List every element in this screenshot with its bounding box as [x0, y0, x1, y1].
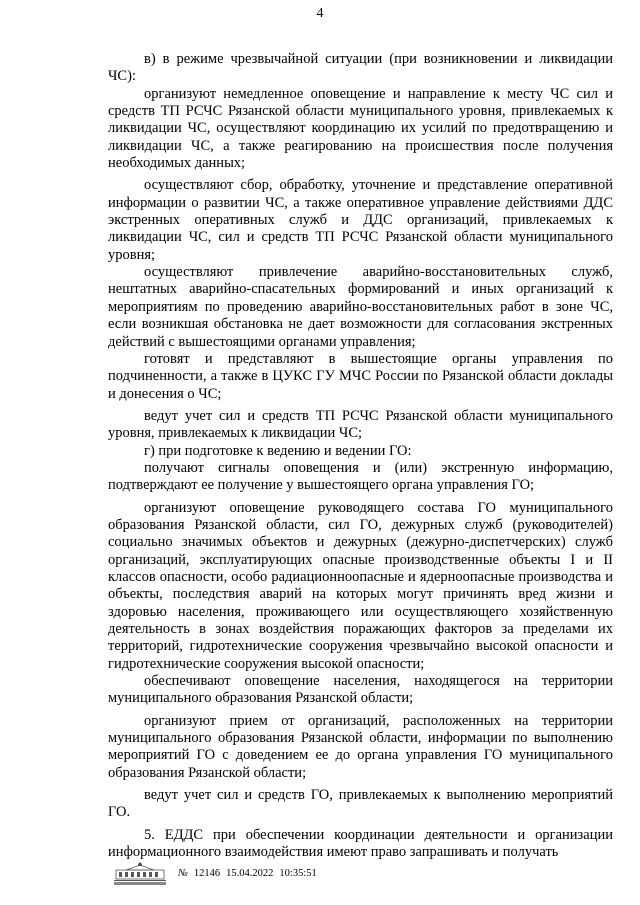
registration-info	[178, 868, 317, 880]
paragraph: организуют оповещение руководящего состава ГО муниципального образования Рязанской области, сил ГО, дежурных служб (руководителей) социально значимых объектов и дежурных (дежурно-диспетчерских) служб организаций, эксплуатирующих опасные производственные объекты I и II классов опасности, особо радиационноопасные и ядерноопасные производства и объекты, последствия аварий на которых могут причинять вред жизни и здоровью населения, проживающего или осуществляющего хозяйственную деятельность в зонах воздействия поражающих факторов за пределами их территорий, гидротехнические сооружения чрезвычайно высокой опасности и гидротехнические сооружения высокой опасности;	[108, 499, 613, 672]
registration-date: 15.04.2022	[226, 868, 274, 879]
paragraph: г) при подготовке к ведению и ведении ГО:	[144, 442, 412, 459]
paragraph: обеспечивают оповещение населения, находящегося на территории муниципального образования Рязанской области;	[108, 673, 613, 707]
paragraph: ведут учет сил и средств ТП РСЧС Рязанской области муниципального уровня, привлекаемых к ликвидации ЧС;	[108, 407, 613, 442]
paragraph: организуют прием от организаций, расположенных на территории муниципального образования Рязанской области, информации по выполнению мероприятий ГО с доведением ее до органа управления ГО муниципального образования Рязанской области;	[108, 712, 613, 781]
document-body	[108, 51, 613, 861]
registration-time: 10:35:51	[279, 868, 317, 879]
paragraph: осуществляют сбор, обработку, уточнение и представление оперативной информации о развитии ЧС, а также оперативное управление действиями ДДС экстренных оперативных служб и ДДС организаций, привлекаемых к ликвидации ЧС, сил и средств ТП РСЧС Рязанской области муниципального уровня;	[108, 177, 613, 263]
paragraph: получают сигналы оповещения и (или) экстренную информацию, подтверждают ее получение у вышестоящего органа управления ГО;	[108, 459, 613, 494]
paragraph: осуществляют привлечение аварийно-восстановительных служб, нештатных аварийно-спасательных формирований и иных организаций к мероприятиям по проведению аварийно-восстановительных работ в зоне ЧС, если возникшая обстановка не дает возможности для согласования экстренных действий с вышестоящими органами управления;	[108, 264, 613, 350]
paragraph: ведут учет сил и средств ГО, привлекаемых к выполнению мероприятий ГО.	[108, 787, 613, 821]
government-building-stamp-icon	[108, 861, 172, 887]
registration-footer	[108, 861, 317, 887]
paragraph: организуют немедленное оповещение и направление к месту ЧС сил и средств ТП РСЧС Рязанской области муниципального уровня, привлекаемых к ликвидации ЧС, осуществляют координацию их усилий по предотвращению и ликвидации ЧС, а также реагированию на происшествия после получения необходимых данных;	[108, 85, 613, 172]
paragraph: в) в режиме чрезвычайной ситуации (при возникновении и ликвидации ЧС):	[108, 51, 613, 85]
paragraph: 5. ЕДДС при обеспечении координации деятельности и организации информационного взаимодействия имеют право запрашивать и получать	[108, 826, 613, 861]
paragraph: готовят и представляют в вышестоящие органы управления по подчиненности, а также в ЦУКС ГУ МЧС России по Рязанской области доклады и донесения о ЧС;	[108, 350, 613, 402]
number-sign: №	[178, 868, 188, 879]
page-number: 4	[316, 6, 324, 21]
registration-number: 12146	[193, 868, 221, 879]
